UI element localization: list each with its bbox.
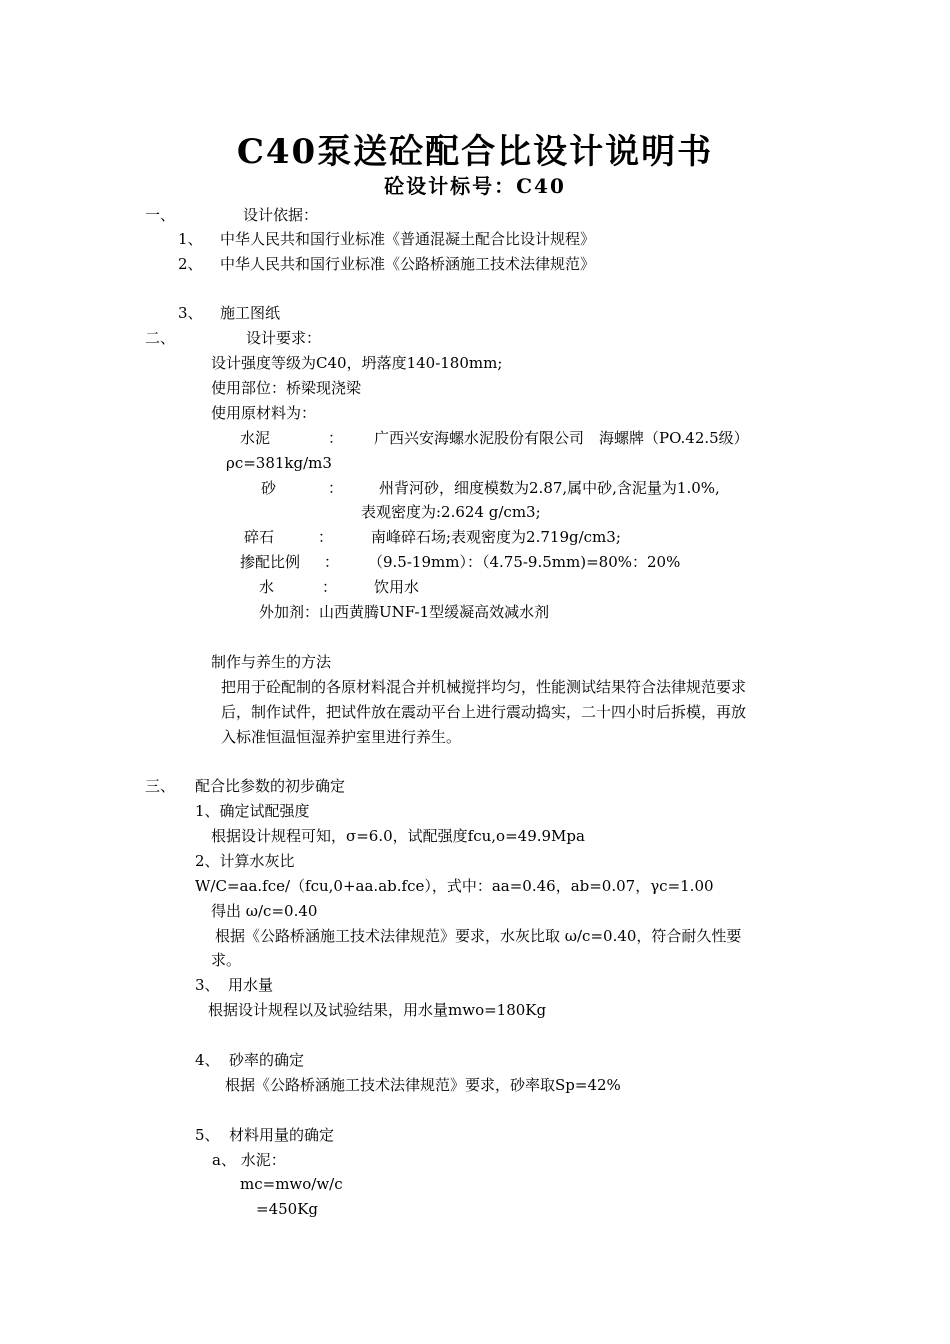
- cement-colon: ：: [328, 429, 344, 447]
- cement-density: ρc=381kg/m3: [226, 454, 332, 472]
- mix-ratio-label: 掺配比例: [240, 553, 301, 571]
- admixture-line: 外加剂：山西黄腾UNF-1型缓凝高效减水剂: [259, 603, 550, 621]
- method-line-1: 把用于砼配制的各原材料混合并机械搅拌均匀，性能测试结果符合法律规范要求: [221, 678, 747, 696]
- water-label: 水: [259, 578, 275, 596]
- cement-value: 广西兴安海螺水泥股份有限公司 海螺牌（PO.42.5级）: [374, 429, 749, 447]
- document-subtitle: 砼设计标号：C40: [384, 174, 566, 198]
- step5-cement-formula: mc=mwo/w/c: [240, 1175, 343, 1193]
- mix-ratio-value: （9.5-19mm）：（4.75-9.5mm)=80%：20%: [368, 553, 681, 571]
- section1-number: 一、: [145, 206, 176, 224]
- basis-item-3-text: 施工图纸: [220, 304, 281, 322]
- step2-text-line-2: 求。: [211, 951, 242, 969]
- sand-value: 州背河砂，细度模数为2.87,属中砂,含泥量为1.0%,: [379, 479, 720, 497]
- basis-item-1-text: 中华人民共和国行业标准《普通混凝土配合比设计规程》: [220, 230, 596, 248]
- step4-number: 4、: [195, 1051, 220, 1069]
- sand-colon: ：: [328, 479, 344, 497]
- section3-number: 三、: [145, 777, 176, 795]
- step4-text: 根据《公路桥涵施工技术法律规范》要求，砂率取Sp=42%: [225, 1076, 621, 1094]
- step5-number: 5、: [195, 1126, 220, 1144]
- cement-label: 水泥: [240, 429, 271, 447]
- step3-title: 用水量: [228, 976, 274, 994]
- step3-text: 根据设计规程以及试验结果，用水量mwo=180Kg: [208, 1001, 547, 1019]
- water-value: 饮用水: [374, 578, 420, 596]
- method-heading: 制作与养生的方法: [211, 653, 332, 671]
- stone-value: 南峰碎石场;表观密度为2.719g/cm3;: [371, 528, 621, 546]
- stone-label: 碎石: [244, 528, 275, 546]
- water-colon: ：: [322, 578, 338, 596]
- basis-item-2-text: 中华人民共和国行业标准《公路桥涵施工技术法律规范》: [220, 255, 596, 273]
- mix-ratio-colon: ：: [324, 553, 340, 571]
- method-line-3: 入标准恒温恒湿养护室里进行养生。: [221, 728, 462, 746]
- step1-text: 根据设计规程可知，σ=6.0，试配强度fcu,o=49.9Mpa: [211, 827, 585, 845]
- step3-number: 3、: [195, 976, 220, 994]
- basis-item-3-number: 3、: [178, 304, 203, 322]
- section1-heading: 设计依据：: [243, 206, 319, 224]
- basis-item-1-number: 1、: [178, 230, 203, 248]
- sand-label: 砂: [261, 479, 277, 497]
- method-line-2: 后，制作试件，把试件放在震动平台上进行震动捣实，二十四小时后拆模，再放: [221, 703, 747, 721]
- sand-density: 表观密度为:2.624 g/cm3;: [361, 503, 541, 521]
- usage-location-line: 使用部位：桥梁现浇梁: [211, 379, 362, 397]
- step2-result: 得出 ω/c=0.40: [211, 902, 318, 920]
- step5-title: 材料用量的确定: [229, 1126, 335, 1144]
- step1-title: 1、确定试配强度: [195, 802, 310, 820]
- section2-heading: 设计要求：: [246, 329, 322, 347]
- step2-formula: W/C=aa.fce/（fcu,0+aa.ab.fce），式中：aa=0.46，ab=0.07，γc=1.00: [195, 877, 714, 895]
- section2-number: 二、: [145, 329, 176, 347]
- step5-cement-heading: a、 水泥：: [212, 1151, 286, 1169]
- document-title: C40泵送砼配合比设计说明书: [236, 132, 714, 172]
- step2-title: 2、计算水灰比: [195, 852, 295, 870]
- design-strength-line: 设计强度等级为C40，坍落度140-180mm;: [211, 354, 503, 372]
- step4-title: 砂率的确定: [229, 1051, 305, 1069]
- step5-cement-value: =450Kg: [256, 1200, 319, 1218]
- basis-item-2-number: 2、: [178, 255, 203, 273]
- stone-colon: ：: [318, 528, 334, 546]
- raw-materials-heading: 使用原材料为：: [211, 404, 317, 422]
- step2-text-line-1: 根据《公路桥涵施工技术法律规范》要求，水灰比取 ω/c=0.40，符合耐久性要: [215, 927, 742, 945]
- section3-heading: 配合比参数的初步确定: [195, 777, 346, 795]
